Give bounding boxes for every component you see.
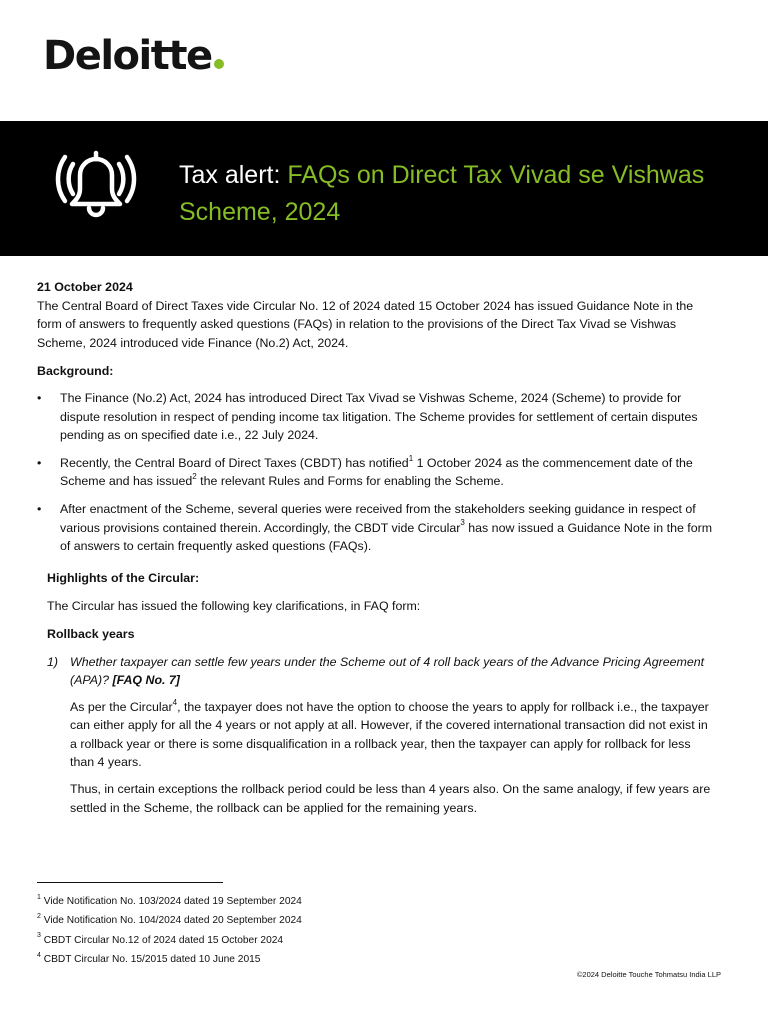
footnote-mark: 4 [37,951,41,959]
faq-answer [37,698,717,772]
footnote-mark: 2 [37,913,41,921]
rollback-heading: Rollback years [47,626,135,641]
question-text: Whether taxpayer can settle few years under the Scheme out of 4 roll back years of the Advance Pricing Agreement (APA)? [70,654,705,688]
list-item [37,454,717,491]
title-accent: FAQs on Direct Tax Vivad se Vishwas Scheme, 2024 [179,161,705,226]
footnote-text: CBDT Circular No. 15/2015 dated 10 June 2015 [40,954,261,966]
footnote-mark: 1 [37,893,41,901]
footnote-ref[interactable]: 4 [172,697,178,707]
bullet-marker: • [37,390,42,405]
faq-reference: [FAQ No. 7] [112,673,180,688]
list-item [37,389,717,445]
footnote-text: Vide Notification No. 103/2024 dated 19 September 2024 [40,896,302,907]
footnote-ref[interactable]: 3 [460,518,465,528]
question-number: 1) [47,654,59,669]
footnote-text: CBDT Circular No.12 of 2024 dated 15 October 2024 [40,934,284,946]
faq-answer-continued: Thus, in certain exceptions the rollback period could be less than 4 years also. On the same analogy, if few years are settled in the Scheme, the rollback can be applied for the remaining years. [70,782,711,815]
document-date: 21 October 2024 [37,280,133,294]
bullet-text: After enactment of the Scheme, several queries were received from the stakeholders seeking guidance in respect of various provisions contained therein. Accordingly, the CBDT vide Circular [60,501,696,535]
bullet-text: 1 October 2024 as the commencement date of the Scheme and has issued [60,455,693,489]
footnote-ref[interactable]: 2 [192,472,197,482]
footnotes [37,892,302,970]
page-title [179,157,739,231]
logo-dot [214,59,224,69]
bullet-text: the relevant Rules and Forms for enabling the Scheme. [196,474,504,489]
highlights-intro: The Circular has issued the following key clarifications, in FAQ form: [47,599,421,614]
footnote-mark: 3 [37,932,41,940]
bell-alert-icon [53,146,139,222]
highlights-heading: Highlights of the Circular: [47,570,200,585]
bullet-text: The Finance (No.2) Act, 2024 has introduced Direct Tax Vivad se Vishwas Scheme, 2024 (Scheme) to provide for dispute resolution in respect of pending income tax litigation. The Scheme provides for settlement of certain disputes pending as on specified date i.e., 22 July 2024. [60,390,698,443]
document-body [37,278,717,817]
footnote-ref[interactable]: 1 [408,453,414,463]
footnote [37,911,302,930]
bullet-text: Recently, the Central Board of Direct Taxes (CBDT) has notified [60,455,409,470]
answer-text: , the taxpayer does not have the option to choose the years to apply for rollback i.e., the taxpayer can either apply for all the 4 years or not apply at all. However, if the covered international transaction did not exist in a rollback year or there is some disqualification in a rollback year, then the taxpayer can apply for rollback for less than 4 years. [70,699,709,770]
footnote-divider [37,882,223,883]
answer-text: As per the Circular [70,699,173,714]
footnote-text: Vide Notification No. 104/2024 dated 20 September 2024 [40,915,302,927]
footnote [37,950,302,969]
bullet-text: has now issued a Guidance Note in the form of answers to certain frequently asked questions (FAQs). [60,520,713,554]
copyright-notice: ©2024 Deloitte Touche Tohmatsu India LLP [576,970,721,979]
list-item [37,500,717,556]
bullet-marker: • [37,455,42,470]
deloitte-logo [43,33,224,79]
bullet-marker: • [37,501,42,516]
logo-text: Deloitte [43,33,212,79]
background-list [37,389,717,556]
background-heading: Background: [37,364,114,379]
faq-question [37,653,717,690]
title-prefix: Tax alert: [179,161,288,189]
footnote [37,892,302,911]
intro-paragraph: The Central Board of Direct Taxes vide Circular No. 12 of 2024 dated 15 October 2024 has issued Guidance Note in the form of answers to frequently asked questions (FAQs) in relation to the provisions of the Direct Tax Vivad se Vishwas Scheme, 2024 introduced vide Finance (No.2) Act, 2024. [37,298,694,350]
footnote [37,931,302,950]
